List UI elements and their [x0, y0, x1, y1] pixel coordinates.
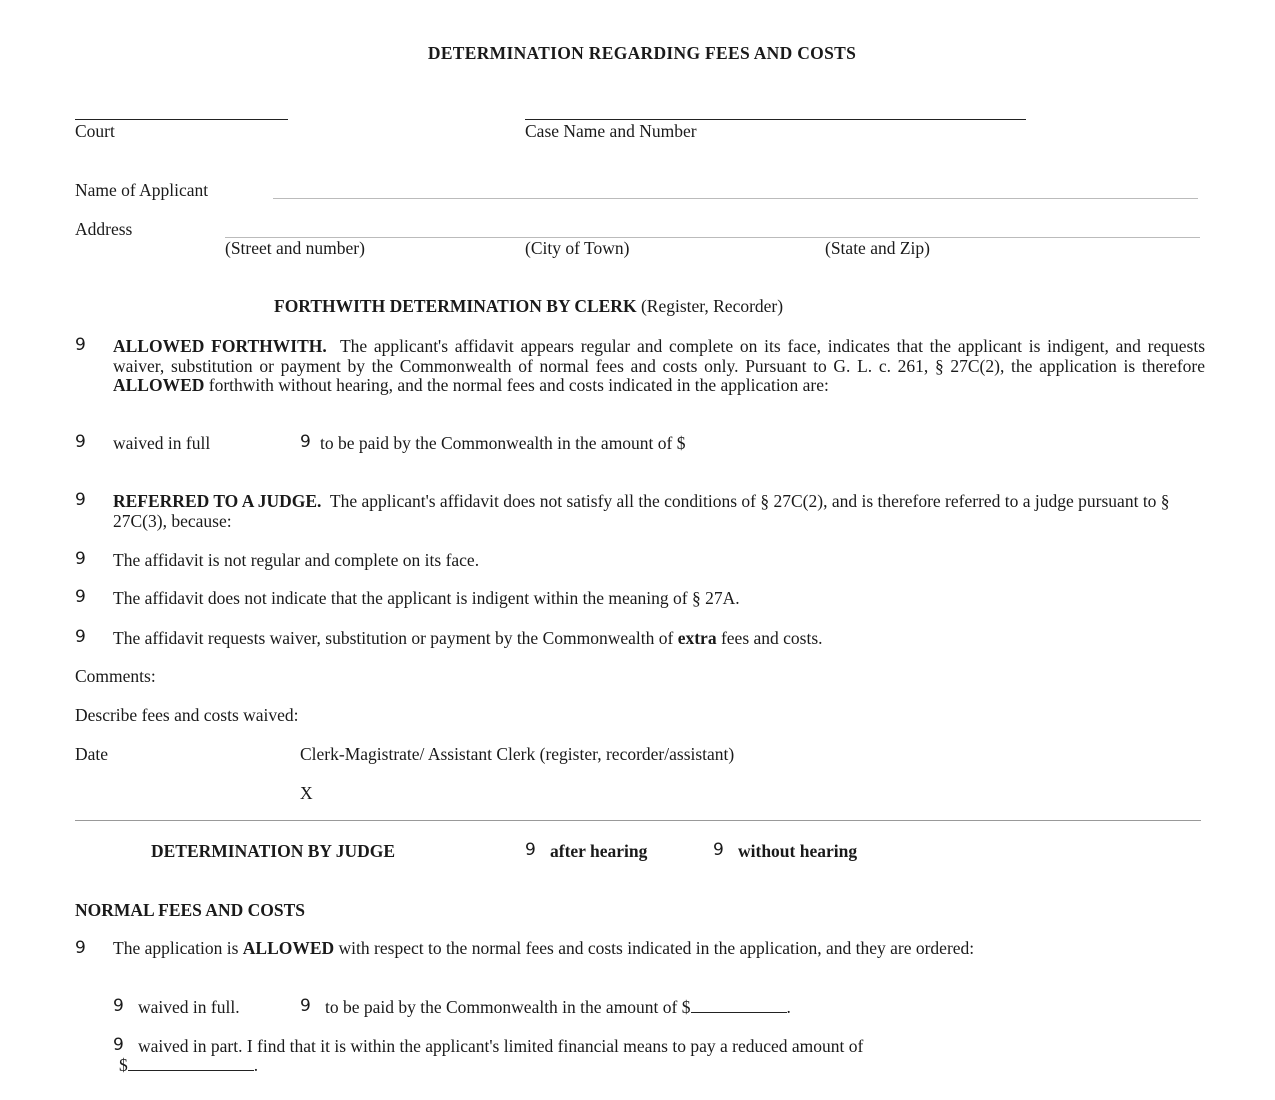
reason-1-checkbox[interactable]: 9 — [75, 549, 86, 569]
judge-paid-label — [325, 997, 791, 1018]
reason-3-text: The affidavit requests waiver, substitution or payment by the Commonwealth of — [113, 628, 674, 648]
clerk-heading-rest: (Register, Recorder) — [640, 296, 784, 316]
applicant-input-line[interactable] — [273, 198, 1198, 199]
court-input-line[interactable] — [75, 119, 288, 120]
comments-label: Comments: — [75, 666, 156, 686]
judge-paid-checkbox[interactable]: 9 — [300, 996, 311, 1016]
reduced-amount-line — [119, 1055, 258, 1076]
reduced-amount-blank[interactable] — [128, 1056, 254, 1071]
referred-checkbox[interactable]: 9 — [75, 490, 86, 510]
section-divider — [75, 820, 1201, 821]
allowed-bold: ALLOWED — [113, 375, 205, 395]
allowed-forthwith-text-end: forthwith without hearing, and the normal fees and costs indicated in the application are: — [208, 375, 829, 395]
allowed-forthwith-title: ALLOWED FORTHWITH. — [113, 336, 327, 356]
applicant-label: Name of Applicant — [75, 180, 209, 200]
after-hearing-checkbox[interactable]: 9 — [525, 840, 536, 860]
judge-allowed-paragraph — [75, 939, 1195, 959]
waived-in-full-label: waived in full — [113, 433, 211, 453]
street-label: (Street and number) — [225, 238, 365, 258]
referred-text: The applicant's affidavit does not satisfy all the conditions of § 27C(2), and is therefore referred to a judge pursuant to § 27C(3), because: — [113, 491, 1170, 531]
describe-fees-label: Describe fees and costs waived: — [75, 705, 299, 725]
without-hearing-label: without hearing — [738, 841, 858, 861]
judge-heading: DETERMINATION BY JUDGE — [151, 841, 396, 861]
signature-x-mark[interactable]: X — [300, 783, 313, 803]
waived-in-full-checkbox[interactable]: 9 — [75, 432, 86, 452]
reason-3-bold: extra — [677, 628, 717, 648]
reason-3-label — [113, 628, 823, 649]
address-input-line[interactable] — [225, 237, 1200, 238]
court-label: Court — [75, 121, 115, 141]
reduced-period: . — [253, 1055, 259, 1075]
judge-allowed-text: The application is — [113, 938, 239, 958]
address-label: Address — [75, 219, 133, 239]
judge-waived-part-label: waived in part. I find that it is within the applicant's limited financial means to pay a reduced amount of — [138, 1036, 864, 1056]
state-label: (State and Zip) — [825, 238, 930, 258]
referred-paragraph — [113, 492, 1208, 531]
paid-commonwealth-label: to be paid by the Commonwealth in the amount of $ — [320, 433, 686, 453]
date-label: Date — [75, 744, 109, 764]
paid-commonwealth-checkbox[interactable]: 9 — [300, 432, 311, 452]
judge-waived-full-label: waived in full. — [138, 997, 240, 1017]
case-name-label: Case Name and Number — [525, 121, 697, 141]
page-title: DETERMINATION REGARDING FEES AND COSTS — [427, 43, 857, 63]
judge-paid-text: to be paid by the Commonwealth in the amount of $ — [325, 997, 691, 1017]
normal-fees-heading: NORMAL FEES AND COSTS — [75, 900, 305, 920]
reason-3-checkbox[interactable]: 9 — [75, 627, 86, 647]
reason-1-label: The affidavit is not regular and complete on its face. — [113, 550, 480, 570]
clerk-signature-label: Clerk-Magistrate/ Assistant Clerk (register, recorder/assistant) — [300, 744, 735, 764]
judge-allowed-text-end: with respect to the normal fees and costs indicated in the application, and they are ordered: — [338, 938, 975, 958]
clerk-section-heading — [274, 296, 783, 317]
after-hearing-label: after hearing — [550, 841, 648, 861]
judge-waived-part-checkbox[interactable]: 9 — [113, 1035, 124, 1055]
allowed-forthwith-checkbox[interactable]: 9 — [75, 335, 86, 355]
judge-allowed-bold: ALLOWED — [242, 938, 335, 958]
judge-allowed-checkbox[interactable]: 9 — [75, 938, 86, 958]
allowed-forthwith-text: The applicant's affidavit appears regular and complete on its face, indicates that the applicant is indigent, and requests waiver, substitution or payment by the Commonwealth of normal fees and costs only. Pursuant to G. L. c. 261, § 27C(2), the application is therefore — [113, 336, 1205, 376]
reduced-dollar: $ — [119, 1055, 128, 1075]
city-label: (City of Town) — [525, 238, 630, 258]
referred-title: REFERRED TO A JUDGE. — [113, 491, 322, 511]
case-input-line[interactable] — [525, 119, 1026, 120]
judge-paid-amount-blank[interactable] — [691, 998, 787, 1013]
allowed-forthwith-paragraph — [113, 337, 1205, 396]
clerk-heading-bold: FORTHWITH DETERMINATION BY CLERK — [274, 296, 637, 316]
without-hearing-checkbox[interactable]: 9 — [713, 840, 724, 860]
reason-3-text-end: fees and costs. — [720, 628, 823, 648]
judge-paid-period: . — [786, 997, 791, 1017]
judge-waived-full-checkbox[interactable]: 9 — [113, 996, 124, 1016]
reason-2-checkbox[interactable]: 9 — [75, 587, 86, 607]
reason-2-label: The affidavit does not indicate that the applicant is indigent within the meaning of § 27A. — [113, 588, 740, 608]
